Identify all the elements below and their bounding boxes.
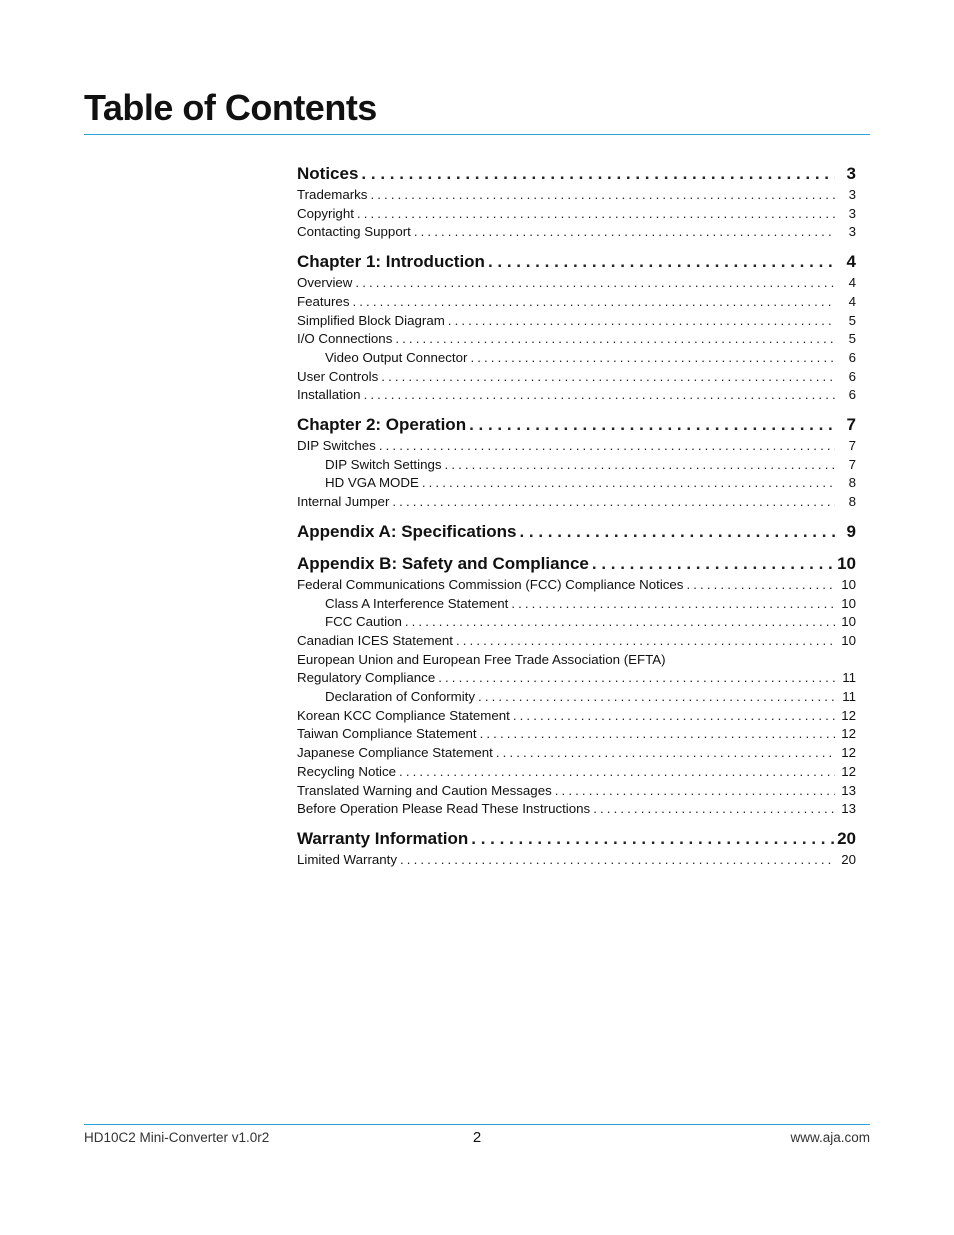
toc-entry-label: Regulatory Compliance	[297, 670, 436, 686]
toc-heading-page: 7	[846, 415, 856, 435]
toc-entry-page: 12	[841, 726, 856, 742]
toc-leader-dots	[592, 552, 834, 576]
toc-heading-label: Warranty Information	[297, 828, 469, 848]
toc-entry[interactable]	[297, 474, 856, 493]
toc-entry-label: Video Output Connector	[325, 349, 468, 365]
toc-entry-page: 12	[841, 745, 856, 761]
toc-entry[interactable]	[297, 651, 856, 670]
toc-leader-dots	[471, 827, 834, 851]
toc-heading-page: 20	[837, 828, 856, 848]
toc-entry-label: Declaration of Conformity	[325, 689, 476, 705]
toc-entry[interactable]	[297, 312, 856, 331]
toc-entry-page: 12	[841, 707, 856, 723]
toc-entry-page: 5	[848, 331, 856, 347]
toc-leader-dots	[379, 437, 835, 456]
toc-leader-dots	[555, 782, 835, 801]
footer-document-name: HD10C2 Mini-Converter v1.0r2	[84, 1130, 270, 1145]
toc-entry-page: 6	[848, 387, 856, 403]
footer-page-number: 2	[472, 1129, 482, 1146]
toc-heading-label: Appendix B: Safety and Compliance	[297, 553, 589, 573]
toc-heading-page: 3	[846, 164, 856, 183]
toc-entry-page: 13	[841, 801, 856, 817]
toc-leader-dots	[405, 613, 835, 632]
toc-entry[interactable]	[297, 669, 856, 688]
toc-entry-label: Features	[297, 293, 350, 309]
toc-leader-dots	[370, 186, 835, 205]
title-divider	[84, 134, 870, 135]
toc-entry-page: 4	[848, 275, 856, 291]
toc-entry[interactable]	[297, 293, 856, 312]
toc-leader-dots	[395, 330, 835, 349]
toc-leader-dots	[496, 744, 835, 763]
toc-entry[interactable]	[297, 223, 856, 242]
toc-entry[interactable]	[297, 632, 856, 651]
toc-section	[297, 162, 856, 242]
footer-website: www.aja.com	[790, 1130, 870, 1145]
toc-entry-page: 7	[848, 456, 856, 472]
toc-leader-dots	[470, 349, 835, 368]
toc-leader-dots	[392, 493, 835, 512]
toc-leader-dots	[480, 725, 835, 744]
toc-entry-label: Trademarks	[297, 187, 368, 202]
toc-entry-page: 10	[841, 576, 856, 592]
toc-entry-label: Simplified Block Diagram	[297, 312, 445, 328]
toc-leader-dots	[422, 474, 835, 493]
toc-entry-label: Taiwan Compliance Statement	[297, 726, 477, 742]
toc-section-heading[interactable]	[297, 413, 856, 437]
toc-entry[interactable]	[297, 576, 856, 595]
toc-entry-label: Recycling Notice	[297, 763, 397, 779]
toc-leader-dots	[361, 162, 835, 186]
toc-entry-label: DIP Switch Settings	[325, 456, 442, 472]
toc-leader-dots	[511, 595, 835, 614]
toc-entry-label: I/O Connections	[297, 331, 393, 347]
toc-leader-dots	[414, 223, 835, 242]
toc-entry[interactable]	[297, 688, 856, 707]
toc-entry[interactable]	[297, 186, 856, 205]
toc-section-heading[interactable]	[297, 520, 856, 544]
toc-entry-page: 11	[842, 670, 856, 686]
toc-entry-label: Translated Warning and Caution Messages	[297, 782, 552, 798]
toc-leader-dots	[355, 274, 835, 293]
toc-entry[interactable]	[297, 851, 856, 870]
toc-entry-label: Internal Jumper	[297, 494, 390, 510]
toc-leader-dots	[400, 851, 835, 870]
toc-heading-label: Chapter 1: Introduction	[297, 252, 485, 272]
toc-leader-dots	[381, 368, 835, 387]
toc-leader-dots	[593, 800, 835, 819]
toc-entry-page: 7	[848, 438, 856, 454]
toc-entry[interactable]	[297, 274, 856, 293]
toc-entry-label: Before Operation Please Read These Instructions	[297, 801, 591, 817]
toc-entry[interactable]	[297, 595, 856, 614]
toc-entry[interactable]	[297, 725, 856, 744]
toc-heading-label: Notices	[297, 164, 359, 183]
toc-entry-page: 6	[848, 349, 856, 365]
toc-entry[interactable]	[297, 744, 856, 763]
toc-entry-label: FCC Caution	[325, 614, 402, 630]
toc-leader-dots	[513, 707, 835, 726]
toc-heading-label: Appendix A: Specifications	[297, 521, 517, 541]
toc-entry[interactable]	[297, 613, 856, 632]
toc-leader-dots	[469, 413, 835, 437]
toc-entry-label: DIP Switches	[297, 438, 376, 454]
toc-heading-page: 9	[846, 521, 856, 541]
toc-entry-page: 12	[841, 763, 856, 779]
toc-section	[297, 250, 856, 405]
toc-leader-dots	[488, 250, 835, 274]
toc-entry-page: 11	[842, 689, 856, 705]
toc-entry-page: 6	[848, 368, 856, 384]
toc-section	[297, 520, 856, 544]
toc-entry-label: Installation	[297, 387, 361, 403]
toc-entry[interactable]	[297, 763, 856, 782]
toc-entry-page: 3	[848, 187, 856, 202]
toc-entry-page: 3	[848, 224, 856, 240]
toc-section	[297, 552, 856, 819]
toc-heading-page: 10	[837, 553, 856, 573]
toc-leader-dots	[519, 520, 835, 544]
toc-entry-page: 4	[848, 293, 856, 309]
toc-leader-dots	[357, 205, 835, 224]
toc-entry-label: Canadian ICES Statement	[297, 632, 453, 648]
toc-entry-label: Class A Interference Statement	[325, 595, 509, 611]
page-title: Table of Contents	[84, 87, 377, 128]
toc-entry[interactable]	[297, 493, 856, 512]
toc-section	[297, 827, 856, 870]
toc-heading-label: Chapter 2: Operation	[297, 415, 467, 435]
toc-entry[interactable]	[297, 800, 856, 819]
toc-leader-dots	[445, 456, 835, 475]
toc-entry-label: Copyright	[297, 205, 354, 221]
toc-leader-dots	[438, 669, 835, 688]
toc-entry-page: 8	[848, 475, 856, 491]
toc-section	[297, 413, 856, 512]
toc-entry[interactable]	[297, 205, 856, 224]
toc-entry-page: 10	[841, 614, 856, 630]
toc-leader-dots	[364, 386, 835, 405]
footer-divider	[84, 1124, 870, 1125]
toc-entry-label: European Union and European Free Trade Association (EFTA)	[297, 651, 666, 667]
toc-leader-dots	[352, 293, 835, 312]
toc-entry-label: Contacting Support	[297, 224, 411, 240]
toc-entry-page: 13	[841, 782, 856, 798]
toc-entry-page: 8	[848, 494, 856, 510]
toc-leader-dots	[399, 763, 835, 782]
toc-entry[interactable]	[297, 707, 856, 726]
toc-heading-page: 4	[846, 252, 856, 272]
toc-entry-page: 10	[841, 632, 856, 648]
toc-entry[interactable]	[297, 782, 856, 801]
toc-section-heading[interactable]	[297, 827, 856, 851]
toc-section-heading[interactable]	[297, 162, 856, 186]
toc-entry-page: 5	[848, 312, 856, 328]
toc-entry-label: Limited Warranty	[297, 851, 397, 867]
toc-entry[interactable]	[297, 437, 856, 456]
toc-entry-label: Federal Communications Commission (FCC) Compliance Notices	[297, 576, 684, 592]
toc-entry-label: Overview	[297, 275, 353, 291]
toc-leader-dots	[478, 688, 835, 707]
toc-entry-label: Korean KCC Compliance Statement	[297, 707, 510, 723]
toc-entry-page: 3	[848, 205, 856, 221]
toc-entry[interactable]	[297, 349, 856, 368]
toc-entry[interactable]	[297, 368, 856, 387]
toc-section-heading[interactable]	[297, 552, 856, 576]
toc-leader-dots	[456, 632, 835, 651]
toc-leader-dots	[686, 576, 835, 595]
toc-entry-label: HD VGA MODE	[325, 475, 419, 491]
toc-entry-label: Japanese Compliance Statement	[297, 745, 493, 761]
toc-leader-dots	[448, 312, 835, 331]
toc-entry[interactable]	[297, 386, 856, 405]
toc-entry[interactable]	[297, 456, 856, 475]
table-of-contents	[297, 162, 856, 878]
toc-entry[interactable]	[297, 330, 856, 349]
toc-entry-page: 20	[841, 851, 856, 867]
toc-entry-page: 10	[841, 595, 856, 611]
toc-section-heading[interactable]	[297, 250, 856, 274]
toc-entry-label: User Controls	[297, 368, 379, 384]
